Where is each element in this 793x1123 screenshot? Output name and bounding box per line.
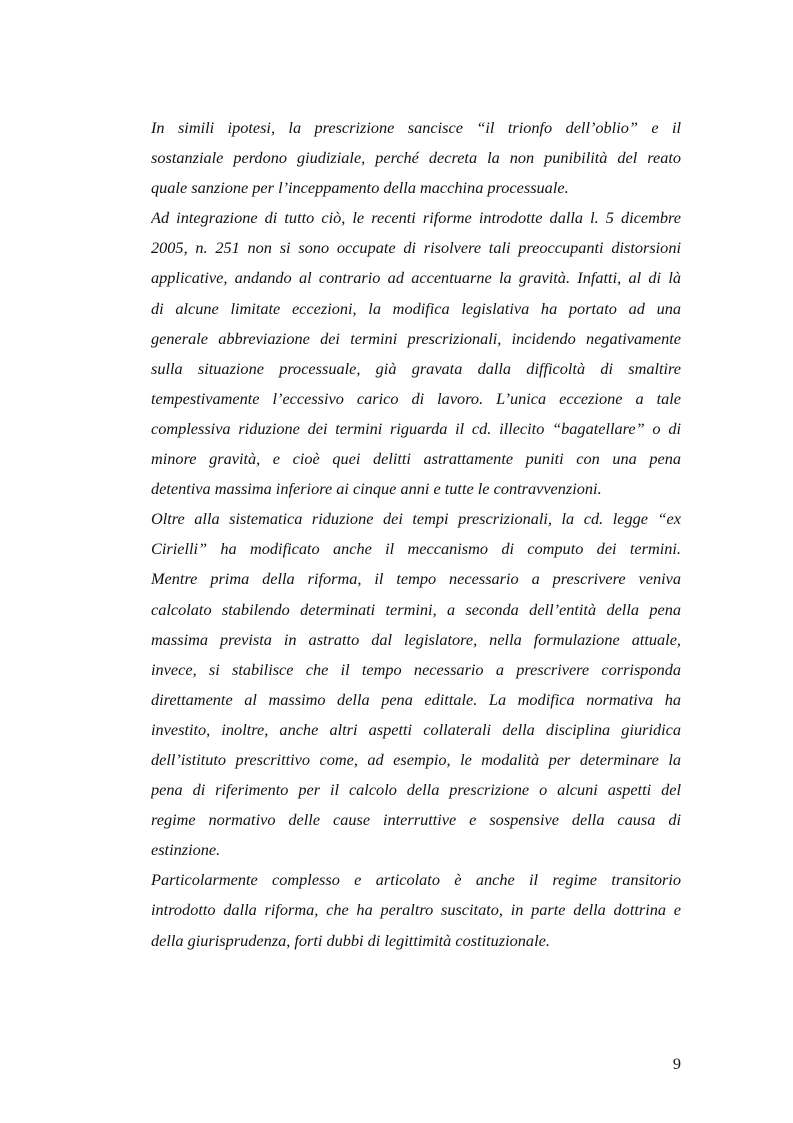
- text-line: complessiva riduzione dei termini riguarda il cd. illecito “bagatellare” o di: [151, 418, 681, 438]
- text-line: regime normativo delle cause interruttive e sospensive della causa di: [151, 810, 681, 830]
- text-line: Ad integrazione di tutto ciò, le recenti riforme introdotte dalla l. 5 dicembre: [151, 208, 681, 228]
- text-line: estinzione.: [151, 840, 221, 860]
- text-line: quale sanzione per l’inceppamento della macchina processuale.: [151, 178, 569, 198]
- body-text: [151, 113, 681, 956]
- text-line: sulla situazione processuale, già gravata dalla difficoltà di smaltire: [151, 358, 681, 378]
- text-line: In simili ipotesi, la prescrizione sancisce “il trionfo dell’oblio” e il: [151, 118, 681, 137]
- text-line: Oltre alla sistematica riduzione dei tempi prescrizionali, la cd. legge “ex: [151, 509, 681, 529]
- text-line: applicative, andando al contrario ad accentuarne la gravità. Infatti, al di là: [151, 268, 681, 288]
- text-line: tempestivamente l’eccessivo carico di lavoro. L’unica eccezione a tale: [151, 388, 681, 408]
- text-line: pena di riferimento per il calcolo della prescrizione o alcuni aspetti del: [151, 780, 681, 800]
- text-line: minore gravità, e cioè quei delitti astrattamente puniti con una pena: [151, 449, 681, 469]
- text-line: della giurisprudenza, forti dubbi di legittimità costituzionale.: [151, 930, 550, 950]
- text-line: Cirielli” ha modificato anche il meccanismo di computo dei termini.: [151, 539, 681, 559]
- paragraph-3: [151, 504, 681, 865]
- text-line: invece, si stabilisce che il tempo necessario a prescrivere corrisponda: [151, 659, 681, 679]
- text-line: 2005, n. 251 non si sono occupate di risolvere tali preoccupanti distorsioni: [151, 238, 681, 258]
- text-line: Mentre prima della riforma, il tempo necessario a prescrivere veniva: [151, 569, 681, 589]
- text-line: dell’istituto prescrittivo come, ad esempio, le modalità per determinare la: [151, 749, 681, 769]
- text-line: detentiva massima inferiore ai cinque anni e tutte le contravvenzioni.: [151, 479, 602, 499]
- text-line: investito, inoltre, anche altri aspetti collaterali della disciplina giuridica: [151, 719, 681, 739]
- text-line: Particolarmente complesso e articolato è anche il regime transitorio: [151, 870, 681, 890]
- text-line: di alcune limitate eccezioni, la modifica legislativa ha portato ad una: [151, 298, 681, 318]
- text-line: direttamente al massimo della pena edittale. La modifica normativa ha: [151, 689, 681, 709]
- paragraph-2: [151, 203, 681, 504]
- text-line: massima prevista in astratto dal legislatore, nella formulazione attuale,: [151, 629, 681, 649]
- text-line: sostanziale perdono giudiziale, perché decreta la non punibilità del reato: [151, 148, 681, 168]
- page-number: 9: [672, 1054, 681, 1073]
- text-line: generale abbreviazione dei termini prescrizionali, incidendo negativamente: [151, 328, 681, 348]
- paragraph-4: [151, 865, 681, 955]
- text-line: calcolato stabilendo determinati termini, a seconda dell’entità della pena: [151, 599, 681, 619]
- text-line: introdotto dalla riforma, che ha peraltro suscitato, in parte della dottrina e: [151, 900, 681, 920]
- paragraph-1: [151, 113, 681, 203]
